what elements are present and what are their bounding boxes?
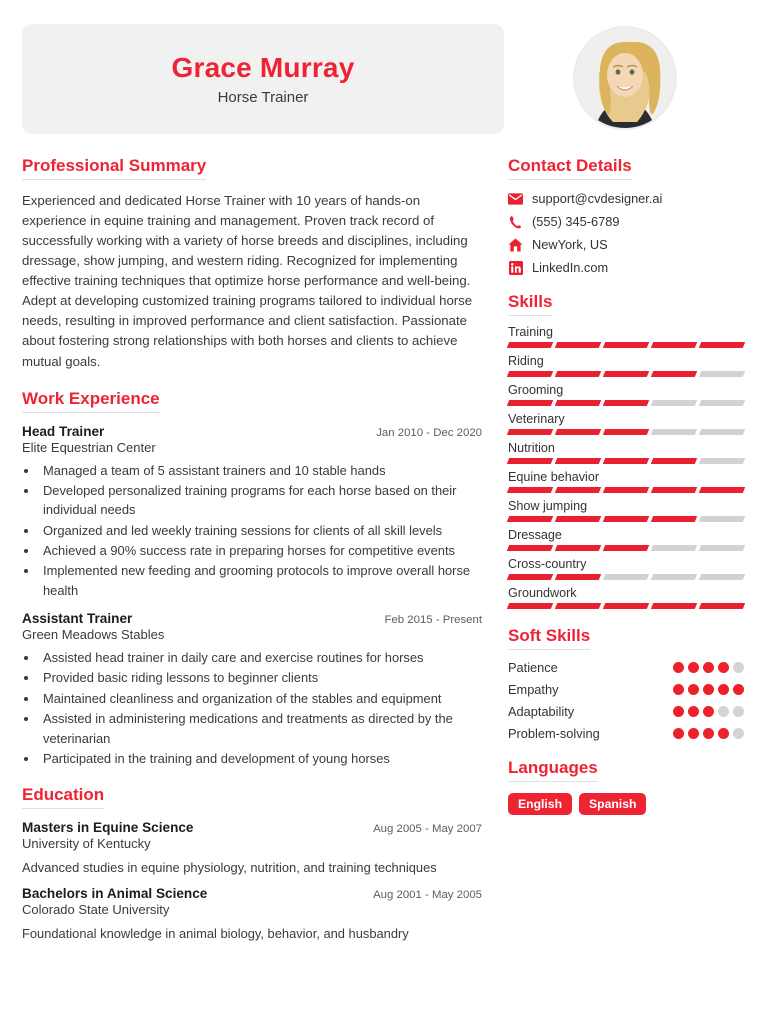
skill-segment — [699, 400, 745, 406]
education-entry-head — [22, 886, 482, 901]
experience-bullet: • Organized and led weekly training sessions for clients of all skill levels — [39, 521, 482, 540]
section-contact-details — [508, 156, 744, 275]
skill-label: Groundwork — [508, 586, 577, 600]
education-description: Advanced studies in equine physiology, nutrition, and training techniques — [22, 860, 437, 876]
education-entry — [22, 820, 482, 875]
soft-skill-dot — [703, 684, 714, 695]
skill-row — [508, 412, 744, 435]
experience-bullet: • Participated in the training and development of young horses — [39, 749, 482, 768]
skill-label: Show jumping — [508, 499, 588, 513]
soft-skill-rating — [673, 684, 744, 695]
soft-skill-dot — [673, 706, 684, 717]
skill-row — [508, 325, 744, 348]
experience-company: Elite Equestrian Center — [22, 439, 156, 455]
skill-segment — [603, 516, 649, 522]
contact-value: LinkedIn.com — [532, 260, 609, 275]
section-skills — [508, 292, 744, 609]
skill-row — [508, 441, 744, 464]
skill-segment — [507, 574, 553, 580]
contact-item[interactable] — [508, 260, 744, 275]
section-work-experience — [22, 389, 482, 769]
skill-segment — [555, 545, 601, 551]
soft-skill-dot — [733, 684, 744, 695]
skill-segment — [651, 458, 697, 464]
education-description: Foundational knowledge in animal biology, behavior, and husbandry — [22, 926, 409, 942]
education-date: Aug 2005 - May 2007 — [373, 823, 482, 836]
skill-segment — [555, 400, 601, 406]
skill-row — [508, 586, 744, 609]
skill-segment — [651, 603, 697, 609]
experience-entry — [22, 424, 482, 601]
skill-segment — [555, 371, 601, 377]
education-degree: Bachelors in Animal Science — [22, 886, 208, 902]
main-column — [22, 156, 508, 958]
contact-value: NewYork, US — [532, 237, 608, 252]
soft-skill-dot — [673, 684, 684, 695]
soft-skill-dot — [688, 662, 699, 673]
job-title: Horse Trainer — [217, 89, 309, 107]
section-heading-contact: Contact Details — [508, 156, 632, 180]
skill-level-bar — [508, 371, 744, 377]
skills-list — [508, 325, 744, 609]
resume-header — [22, 24, 746, 134]
skill-segment — [507, 400, 553, 406]
experience-entry — [22, 611, 482, 768]
contact-item[interactable] — [508, 191, 744, 206]
skill-segment — [555, 487, 601, 493]
skill-row — [508, 354, 744, 377]
skill-segment — [603, 487, 649, 493]
soft-skill-dot — [688, 706, 699, 717]
section-heading-languages: Languages — [508, 758, 598, 782]
envelope-icon — [508, 191, 523, 206]
skill-segment — [507, 371, 553, 377]
soft-skill-dot — [673, 662, 684, 673]
skill-segment — [651, 400, 697, 406]
soft-skill-label: Problem-solving — [508, 726, 600, 741]
education-school: Colorado State University — [22, 902, 170, 918]
section-heading-skills: Skills — [508, 292, 552, 316]
soft-skill-rating — [673, 662, 744, 673]
skill-level-bar — [508, 458, 744, 464]
skill-label: Veterinary — [508, 412, 565, 426]
skill-row — [508, 383, 744, 406]
skill-label: Training — [508, 325, 554, 339]
soft-skill-dot — [733, 662, 744, 673]
soft-skill-row — [508, 704, 744, 719]
soft-skill-dot — [718, 684, 729, 695]
soft-skill-dot — [718, 662, 729, 673]
skill-segment — [555, 342, 601, 348]
skill-segment — [699, 603, 745, 609]
soft-skill-row — [508, 660, 744, 675]
skill-segment — [651, 545, 697, 551]
home-icon — [508, 237, 523, 252]
skill-level-bar — [508, 545, 744, 551]
experience-date: Feb 2015 - Present — [384, 614, 482, 627]
soft-skill-dot — [688, 728, 699, 739]
experience-bullet: • Achieved a 90% success rate in preparing horses for competitive events — [39, 541, 482, 560]
section-heading-experience: Work Experience — [22, 389, 160, 413]
experience-job-title: Assistant Trainer — [22, 611, 133, 627]
experience-bullet: • Assisted in administering medications and treatments as directed by the veterinarian — [39, 709, 482, 748]
soft-skill-dot — [703, 662, 714, 673]
soft-skill-label: Empathy — [508, 682, 559, 697]
page-title: Grace Murray — [171, 51, 355, 83]
experience-bullet: • Maintained cleanliness and organization of the stables and equipment — [39, 689, 482, 708]
experience-job-title: Head Trainer — [22, 423, 105, 439]
soft-skill-label: Patience — [508, 660, 558, 675]
skill-level-bar — [508, 429, 744, 435]
skill-label: Nutrition — [508, 441, 555, 455]
contact-list — [508, 191, 744, 275]
skill-segment — [603, 458, 649, 464]
skill-segment — [699, 487, 745, 493]
education-entry — [22, 886, 482, 941]
skill-segment — [699, 516, 745, 522]
summary-text: Experienced and dedicated Horse Trainer with 10 years of hands-on experience in equine training and management. Proven track record of successfully working with a variety of horse breeds and disciplines, including dressage, show jumping, and western riding. Recognized for implementing effective training techniques that optimize horse performance and well-being. Adept at developing customized training programs tailored to individual horse needs, resulting in improved performance and client satisfaction. Passionate about fostering strong relationships with both horses and clients to achieve mutual goals. — [22, 193, 473, 369]
section-heading-education: Education — [22, 785, 104, 809]
skill-level-bar — [508, 516, 744, 522]
section-languages — [508, 758, 744, 815]
soft-skill-rating — [673, 706, 744, 717]
skill-segment — [699, 458, 745, 464]
skill-label: Equine behavior — [508, 470, 600, 484]
section-education — [22, 785, 482, 941]
skill-segment — [603, 545, 649, 551]
section-soft-skills — [508, 626, 744, 741]
photo-container — [504, 24, 746, 130]
education-entry-head — [22, 820, 482, 835]
skill-segment — [507, 487, 553, 493]
education-school: University of Kentucky — [22, 836, 151, 852]
sidebar-column — [508, 156, 744, 958]
section-heading-summary: Professional Summary — [22, 156, 206, 180]
skill-segment — [699, 545, 745, 551]
soft-skill-dot — [733, 706, 744, 717]
skill-segment — [555, 574, 601, 580]
experience-list — [22, 424, 482, 769]
skill-segment — [603, 342, 649, 348]
skill-row — [508, 528, 744, 551]
experience-bullet: • Assisted head trainer in daily care and exercise routines for horses — [39, 648, 482, 667]
skill-segment — [555, 429, 601, 435]
skill-segment — [651, 342, 697, 348]
skill-row — [508, 470, 744, 493]
skill-label: Cross-country — [508, 557, 587, 571]
skill-level-bar — [508, 574, 744, 580]
skill-level-bar — [508, 603, 744, 609]
skill-row — [508, 557, 744, 580]
section-professional-summary — [22, 156, 482, 372]
languages-list — [508, 793, 744, 815]
experience-bullet: • Provided basic riding lessons to beginner clients — [39, 668, 482, 687]
skill-segment — [603, 603, 649, 609]
skill-segment — [603, 429, 649, 435]
skill-segment — [507, 429, 553, 435]
resume-body — [22, 156, 746, 958]
experience-bullet: • Implemented new feeding and grooming protocols to improve overall horse health — [39, 561, 482, 600]
skill-segment — [651, 516, 697, 522]
soft-skill-row — [508, 682, 744, 697]
skill-segment — [603, 400, 649, 406]
skill-segment — [651, 574, 697, 580]
skill-segment — [699, 429, 745, 435]
experience-bullet-list — [39, 648, 482, 768]
phone-icon — [508, 214, 523, 229]
soft-skill-label: Adaptability — [508, 704, 575, 719]
contact-value: support@cvdesigner.ai — [532, 191, 663, 206]
skill-level-bar — [508, 487, 744, 493]
experience-entry-head — [22, 424, 482, 439]
language-pill[interactable]: English — [508, 793, 572, 815]
language-pill[interactable]: Spanish — [579, 793, 646, 815]
skill-segment — [507, 545, 553, 551]
section-heading-soft-skills: Soft Skills — [508, 626, 590, 650]
skill-segment — [507, 603, 553, 609]
contact-item[interactable] — [508, 214, 744, 229]
skill-segment — [507, 458, 553, 464]
skill-segment — [555, 516, 601, 522]
skill-segment — [651, 487, 697, 493]
soft-skill-row — [508, 726, 744, 741]
experience-entry-head — [22, 611, 482, 626]
skill-segment — [507, 342, 553, 348]
soft-skill-rating — [673, 728, 744, 739]
skill-level-bar — [508, 342, 744, 348]
skill-segment — [555, 603, 601, 609]
name-panel — [22, 24, 504, 134]
contact-item[interactable] — [508, 237, 744, 252]
soft-skill-dot — [718, 728, 729, 739]
skill-segment — [699, 574, 745, 580]
skill-segment — [603, 371, 649, 377]
experience-bullet: • Managed a team of 5 assistant trainers and 10 stable hands — [39, 461, 482, 480]
experience-date: Jan 2010 - Dec 2020 — [376, 426, 482, 439]
skill-label: Grooming — [508, 383, 564, 397]
education-degree: Masters in Equine Science — [22, 820, 194, 836]
skill-segment — [651, 371, 697, 377]
linkedin-icon — [508, 260, 523, 275]
education-list — [22, 820, 482, 941]
soft-skill-dot — [688, 684, 699, 695]
skill-segment — [651, 429, 697, 435]
experience-company: Green Meadows Stables — [22, 627, 165, 643]
avatar — [573, 26, 677, 130]
soft-skills-list — [508, 660, 744, 741]
skill-segment — [699, 371, 745, 377]
skill-segment — [603, 574, 649, 580]
skill-label: Riding — [508, 354, 544, 368]
skill-segment — [507, 516, 553, 522]
skill-segment — [555, 458, 601, 464]
contact-value: (555) 345-6789 — [532, 214, 620, 229]
soft-skill-dot — [703, 706, 714, 717]
soft-skill-dot — [733, 728, 744, 739]
experience-bullet-list — [39, 461, 482, 601]
soft-skill-dot — [703, 728, 714, 739]
education-date: Aug 2001 - May 2005 — [373, 889, 482, 902]
skill-row — [508, 499, 744, 522]
soft-skill-dot — [718, 706, 729, 717]
skill-segment — [699, 342, 745, 348]
skill-label: Dressage — [508, 528, 562, 542]
skill-level-bar — [508, 400, 744, 406]
experience-bullet: • Developed personalized training programs for each horse based on their individual needs — [39, 481, 482, 520]
soft-skill-dot — [673, 728, 684, 739]
